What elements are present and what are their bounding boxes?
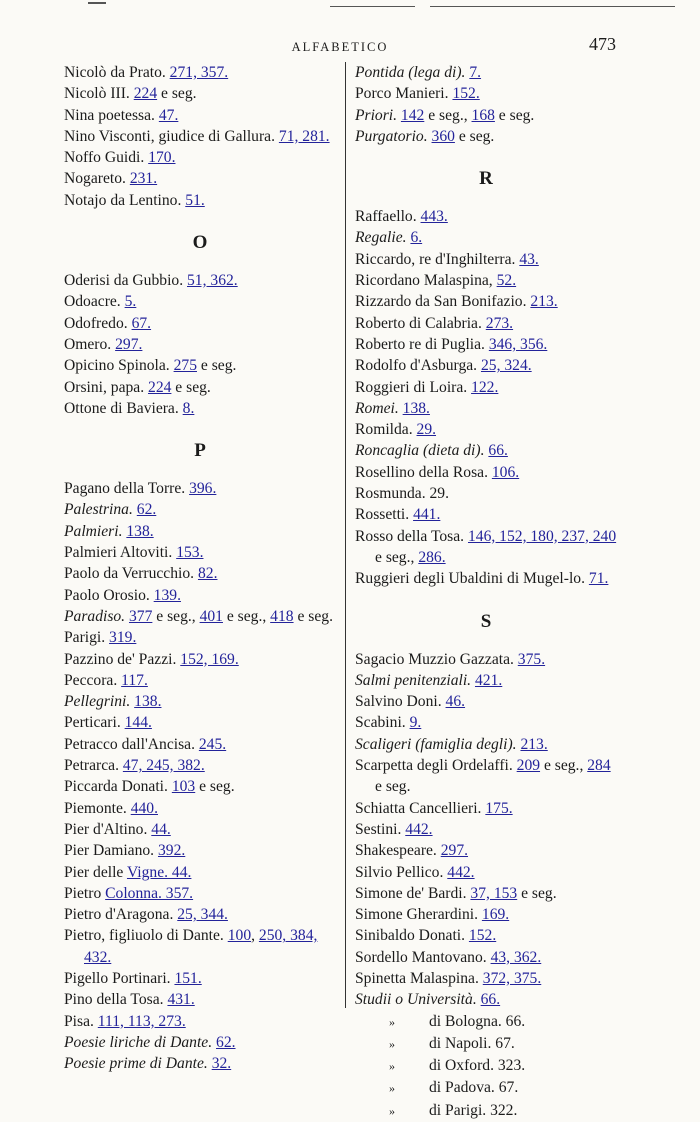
- entry-text: Palmieri.: [64, 522, 127, 540]
- index-entry: [64, 585, 336, 606]
- index-entry: [64, 521, 336, 542]
- page-reference-link[interactable]: 111, 113, 273.: [97, 1012, 186, 1030]
- ditto-mark: »: [389, 1081, 395, 1096]
- index-entry: [355, 883, 617, 904]
- entry-text: Odofredo.: [64, 314, 132, 332]
- entry-text: Rosmunda. 29.: [355, 485, 449, 503]
- entry-text: Omero.: [64, 335, 116, 353]
- page-reference-link[interactable]: 250, 384, 432.: [84, 927, 318, 966]
- index-entry: [355, 819, 617, 840]
- page-reference-link[interactable]: 322.: [490, 1101, 518, 1119]
- index-entry: [355, 504, 617, 525]
- index-entry: [64, 606, 336, 627]
- entry-text: Scarpetta degli Ordelaffi.: [355, 757, 517, 775]
- index-subentry: [355, 1033, 617, 1055]
- entry-text: Porco Manieri.: [355, 85, 453, 103]
- index-entry: [64, 126, 336, 147]
- ditto-mark: »: [389, 1014, 395, 1029]
- entry-text: Pietro, figliuolo di Dante.: [64, 927, 228, 945]
- page-reference-link[interactable]: 7.: [469, 64, 482, 81]
- index-entry: [64, 478, 336, 499]
- page-reference-link[interactable]: 52.: [496, 272, 517, 290]
- page-reference-link[interactable]: 297.: [115, 335, 143, 353]
- page-reference-link[interactable]: 25, 324.: [480, 357, 532, 375]
- entry-text: Paolo Orosio.: [64, 586, 154, 604]
- index-entry: [355, 313, 617, 334]
- entry-text: Nina poetessa.: [64, 106, 159, 124]
- page-reference-link[interactable]: 175.: [485, 799, 513, 817]
- entry-text: Nino Visconti, giudice di Gallura.: [64, 127, 279, 145]
- page-reference-link[interactable]: 224: [133, 85, 158, 103]
- entry-text: Pier Damiano.: [64, 842, 158, 860]
- index-subentry: [355, 1055, 617, 1077]
- entry-text: Petracco dall'Ancisa.: [64, 735, 199, 753]
- page-reference-link[interactable]: 224: [148, 378, 172, 396]
- index-entry: [355, 440, 617, 461]
- page-reference-link[interactable]: 138.: [126, 522, 154, 540]
- page-reference-link[interactable]: 122.: [471, 378, 499, 396]
- page-reference-link[interactable]: Vigne. 44.: [126, 863, 192, 881]
- page-reference-link[interactable]: 138.: [134, 693, 162, 711]
- page-reference-link[interactable]: 152.: [468, 927, 497, 945]
- index-column-left: [64, 62, 336, 1074]
- entry-text: e seg.,: [424, 106, 472, 124]
- entry-text: Odoacre.: [64, 293, 125, 311]
- entry-text: Notajo da Lentino.: [64, 191, 186, 209]
- page-reference-link[interactable]: 323.: [497, 1057, 526, 1075]
- index-entry: [355, 227, 617, 248]
- page-reference-link[interactable]: 71.: [588, 570, 609, 588]
- page-reference-link[interactable]: 139.: [153, 586, 181, 604]
- page-reference-link[interactable]: 418: [270, 607, 294, 625]
- entry-text: Piemonte.: [64, 799, 131, 817]
- entry-text: Scabini.: [355, 714, 410, 732]
- page-reference-link[interactable]: 47.: [158, 106, 179, 124]
- top-rule-left: [88, 2, 106, 4]
- index-entry: [64, 377, 336, 398]
- entry-text: di Oxford.: [429, 1057, 498, 1075]
- index-entry: [64, 1032, 336, 1053]
- section-letter: P: [194, 440, 206, 462]
- index-entry: [355, 734, 617, 755]
- page-reference-link[interactable]: 8.: [182, 399, 195, 417]
- index-entry: [64, 862, 336, 883]
- entry-text: Poesie prime di Dante.: [64, 1055, 212, 1073]
- section-letter: R: [479, 168, 493, 190]
- page-reference-link[interactable]: 346, 356.: [488, 335, 548, 353]
- entry-text: Pagano della Torre.: [64, 480, 190, 498]
- index-subentry: [355, 1011, 617, 1033]
- entry-text: Nicolò III.: [64, 85, 134, 103]
- page-reference-link[interactable]: 375.: [517, 650, 546, 668]
- index-entry: [355, 798, 617, 819]
- entry-text: e seg.,: [540, 757, 588, 775]
- entry-text: Palmieri Altoviti.: [64, 544, 177, 562]
- page-reference-link[interactable]: 396.: [189, 480, 217, 498]
- entry-text: Rodolfo d'Asburga.: [355, 357, 481, 375]
- page-reference-link[interactable]: 151.: [174, 969, 202, 987]
- entry-text: Pellegrini.: [64, 693, 135, 711]
- index-entry: [355, 83, 617, 104]
- index-column-right: [355, 62, 617, 1122]
- entry-text: Pontida (lega di).: [355, 64, 470, 81]
- page-reference-link[interactable]: 100: [227, 927, 252, 945]
- entry-text: Sinibaldo Donati.: [355, 927, 469, 945]
- index-entry: [64, 291, 336, 312]
- page-reference-link[interactable]: 46.: [445, 693, 466, 711]
- page-reference-link[interactable]: 284: [587, 757, 611, 775]
- index-entry: [64, 691, 336, 712]
- index-entry: [355, 649, 617, 670]
- page-reference-link[interactable]: 170.: [148, 149, 176, 167]
- index-entry: [64, 105, 336, 126]
- entry-text: Pisa.: [64, 1012, 98, 1030]
- page-reference-link[interactable]: 213.: [520, 735, 548, 753]
- page-reference-link[interactable]: 25, 344.: [177, 906, 228, 924]
- entry-text: Orsini, papa.: [64, 378, 149, 396]
- entry-text: di Napoli.: [429, 1034, 496, 1052]
- index-entry: [64, 62, 336, 83]
- page-reference-link[interactable]: 44.: [151, 820, 171, 838]
- entry-text: Oderisi da Gubbio.: [64, 272, 187, 290]
- index-entry: [355, 355, 617, 376]
- entry-text: Salmi penitenziali.: [355, 671, 475, 689]
- entry-text: Sordello Mantovano.: [355, 948, 491, 966]
- entry-text: e seg.,: [152, 607, 200, 625]
- page-reference-link[interactable]: 153.: [176, 544, 204, 562]
- entry-text: ,: [251, 927, 259, 945]
- page-reference-link[interactable]: 67.: [498, 1079, 519, 1097]
- entry-text: Pietro d'Aragona.: [64, 906, 178, 924]
- top-rule-right: [430, 6, 675, 7]
- page-reference-link[interactable]: 32.: [211, 1055, 232, 1073]
- page-reference-link[interactable]: 62.: [216, 1033, 236, 1051]
- index-subentry: [355, 1100, 617, 1122]
- page-reference-link[interactable]: 142: [400, 106, 425, 124]
- index-entry: [64, 776, 336, 797]
- page-reference-link[interactable]: 37, 153: [470, 884, 518, 902]
- entry-text: Roggieri di Loira.: [355, 378, 472, 396]
- entry-text: Pazzino de' Pazzi.: [64, 650, 181, 668]
- entry-text: Nicolò da Prato.: [64, 64, 170, 81]
- page-reference-link[interactable]: 152, 169.: [180, 650, 239, 668]
- entry-text: e seg.,: [222, 607, 271, 625]
- entry-text: Noffo Guidi.: [64, 149, 149, 167]
- entry-text: Palestrina.: [64, 501, 137, 519]
- index-entry: [64, 712, 336, 733]
- index-entry: [64, 313, 336, 334]
- entry-text: Piccarda Donati.: [64, 778, 172, 796]
- entry-text: Roberto di Calabria.: [355, 314, 486, 332]
- index-entry: [64, 1053, 336, 1074]
- page-reference-link[interactable]: 273.: [485, 314, 514, 332]
- page-reference-link[interactable]: 271, 357.: [169, 64, 229, 81]
- page-reference-link[interactable]: 29.: [416, 421, 437, 439]
- index-entry: [64, 334, 336, 355]
- index-entry: [355, 968, 617, 989]
- index-entry: [355, 462, 617, 483]
- page-reference-link[interactable]: 9.: [409, 714, 422, 732]
- entry-text: Pietro: [64, 884, 106, 902]
- entry-text: Scaligeri (famiglia degli).: [355, 735, 521, 753]
- entry-text: Priori.: [355, 106, 401, 124]
- entry-text: Shakespeare.: [355, 842, 441, 860]
- entry-text: Silvio Pellico.: [355, 863, 448, 881]
- entry-text: e seg.: [195, 778, 235, 796]
- entry-text: Sagacio Muzzio Gazzata.: [355, 650, 518, 668]
- entry-text: e seg.: [517, 884, 557, 902]
- page-reference-link[interactable]: 43, 362.: [490, 948, 542, 966]
- page-reference-link[interactable]: 245.: [198, 735, 227, 753]
- entry-text: Ricordano Malaspina,: [355, 272, 497, 290]
- entry-text: Rosellino della Rosa.: [355, 463, 492, 481]
- ditto-mark: »: [389, 1103, 395, 1118]
- page-reference-link[interactable]: 152.: [452, 85, 480, 103]
- page-reference-link[interactable]: 392.: [157, 842, 186, 860]
- index-entry: [355, 419, 617, 440]
- entry-text: di Padova.: [429, 1079, 499, 1097]
- index-entry: [355, 270, 617, 291]
- entry-text: Raffaello.: [355, 208, 421, 226]
- entry-text: Simone Gherardini.: [355, 906, 482, 924]
- entry-text: Romei.: [355, 399, 403, 417]
- index-entry: [355, 62, 617, 83]
- entry-text: Sestini.: [355, 820, 406, 838]
- index-entry: [355, 712, 617, 733]
- entry-text: Simone de' Bardi.: [355, 884, 471, 902]
- entry-text: di Bologna.: [429, 1012, 506, 1030]
- index-entry: [64, 819, 336, 840]
- index-entry: [355, 989, 617, 1010]
- entry-text: e seg.: [171, 378, 211, 396]
- entry-text: e seg.: [494, 106, 535, 124]
- page-reference-link[interactable]: 51, 362.: [187, 272, 238, 290]
- index-entry: [355, 947, 617, 968]
- entry-text: e seg.,: [375, 548, 419, 566]
- page-reference-link[interactable]: 47, 245, 382.: [122, 757, 205, 775]
- section-letter: O: [192, 232, 208, 254]
- entry-text: Opicino Spinola.: [64, 357, 174, 375]
- entry-text: Salvino Doni.: [355, 693, 446, 711]
- page-reference-link[interactable]: 67.: [495, 1034, 515, 1052]
- page-reference-link[interactable]: 319.: [109, 629, 137, 647]
- page-reference-link[interactable]: 62.: [136, 501, 157, 519]
- index-entry: [355, 291, 617, 312]
- entry-text: Parigi.: [64, 629, 110, 647]
- page-reference-link[interactable]: 443.: [420, 208, 448, 226]
- page-reference-link[interactable]: 66.: [505, 1012, 526, 1030]
- entry-text: di Parigi.: [429, 1101, 491, 1119]
- entry-text: Poesie liriche di Dante.: [64, 1033, 217, 1051]
- page-reference-link[interactable]: 286.: [418, 548, 446, 566]
- page-reference-link[interactable]: 213.: [530, 293, 558, 311]
- page-reference-link[interactable]: 360: [431, 127, 455, 145]
- entry-text: Ruggieri degli Ubaldini di Mugel-lo.: [355, 570, 589, 588]
- top-rule-middle: [330, 6, 415, 7]
- entry-text: e seg.: [375, 778, 411, 796]
- index-entry: [64, 355, 336, 376]
- index-entry: [64, 670, 336, 691]
- index-entry: [64, 734, 336, 755]
- page-reference-link[interactable]: 377: [128, 607, 153, 625]
- page-reference-link[interactable]: 169.: [481, 906, 510, 924]
- page-reference-link[interactable]: 168: [471, 106, 495, 124]
- page-reference-link[interactable]: 71, 281.: [278, 127, 330, 145]
- index-entry: [355, 105, 617, 126]
- page-number: 473: [589, 34, 616, 54]
- page-reference-link[interactable]: 67.: [131, 314, 152, 332]
- index-entry: [64, 168, 336, 189]
- index-entry: [64, 83, 336, 104]
- index-entry: [355, 862, 617, 883]
- page-reference-link[interactable]: 106.: [491, 463, 520, 481]
- entry-text: Schiatta Cancellieri.: [355, 799, 486, 817]
- page-reference-link[interactable]: 51.: [185, 191, 205, 209]
- index-entry: [64, 398, 336, 419]
- entry-text: Rizzardo da San Bonifazio.: [355, 293, 531, 311]
- page-reference-link[interactable]: 144.: [124, 714, 152, 732]
- index-entry: [355, 334, 617, 355]
- page-reference-link[interactable]: 209: [516, 757, 541, 775]
- index-entry: [355, 568, 617, 589]
- entry-text: Peccora.: [64, 671, 122, 689]
- index-entry: [64, 755, 336, 776]
- index-entry: [64, 925, 336, 968]
- entry-text: e seg.: [196, 357, 237, 375]
- page-reference-link[interactable]: 442.: [405, 820, 433, 838]
- index-entry: [355, 249, 617, 270]
- page-reference-link[interactable]: Colonna. 357.: [105, 884, 194, 902]
- index-entry: [64, 798, 336, 819]
- page-reference-link[interactable]: 82.: [197, 565, 218, 583]
- entry-text: Paradiso.: [64, 607, 129, 625]
- entry-text: e seg.: [157, 85, 197, 103]
- page-reference-link[interactable]: 6.: [410, 229, 423, 247]
- entry-text: Rosso della Tosa.: [355, 527, 468, 545]
- page-reference-link[interactable]: 66.: [488, 442, 508, 460]
- entry-text: Perticari.: [64, 714, 125, 732]
- index-entry: [355, 398, 617, 419]
- entry-text: Rossetti.: [355, 506, 414, 524]
- index-entry: [355, 904, 617, 925]
- entry-text: Regalie.: [355, 229, 411, 247]
- page-reference-link[interactable]: 372, 375.: [482, 969, 542, 987]
- index-entry: [64, 1011, 336, 1032]
- index-entry: [64, 563, 336, 584]
- page-reference-link[interactable]: 43.: [519, 250, 539, 268]
- page-reference-link[interactable]: 441.: [413, 506, 441, 524]
- page-reference-link[interactable]: 146, 152, 180, 237, 240: [467, 527, 617, 545]
- index-entry: [64, 968, 336, 989]
- entry-text: Romilda.: [355, 421, 417, 439]
- index-entry: [64, 883, 336, 904]
- index-entry: [355, 691, 617, 712]
- entry-text: Pigello Portinari.: [64, 969, 175, 987]
- index-entry: [64, 190, 336, 211]
- index-entry: [355, 377, 617, 398]
- page-reference-link[interactable]: 440.: [130, 799, 158, 817]
- entry-text: Studii o Università.: [355, 991, 481, 1009]
- index-subentry: [355, 1077, 617, 1099]
- entry-text: e seg.: [293, 607, 333, 625]
- entry-text: Paolo da Verrucchio.: [64, 565, 198, 583]
- page-reference-link[interactable]: 401: [199, 607, 223, 625]
- entry-text: Nogareto.: [64, 170, 130, 188]
- index-entry: [64, 147, 336, 168]
- index-entry: [64, 499, 336, 520]
- index-entry: [355, 755, 617, 798]
- index-entry: [64, 649, 336, 670]
- page-reference-link[interactable]: 138.: [402, 399, 430, 417]
- section-letter: S: [480, 610, 492, 632]
- entry-text: e seg.: [454, 127, 495, 145]
- ditto-mark: »: [389, 1036, 395, 1051]
- entry-text: Petrarca.: [64, 757, 123, 775]
- page-reference-link[interactable]: 421.: [474, 671, 503, 689]
- index-entry: [355, 670, 617, 691]
- entry-text: Spinetta Malaspina.: [355, 969, 483, 987]
- entry-text: Ottone di Baviera.: [64, 399, 183, 417]
- index-entry: [355, 126, 617, 147]
- entry-text: Roncaglia (dieta di).: [355, 442, 489, 460]
- index-entry: [355, 925, 617, 946]
- index-entry: [64, 542, 336, 563]
- index-entry: [355, 840, 617, 861]
- index-entry: [355, 483, 617, 504]
- index-entry: [64, 840, 336, 861]
- page-reference-link[interactable]: 431.: [167, 991, 195, 1009]
- entry-text: Pier d'Altino.: [64, 820, 152, 838]
- index-entry: [355, 526, 617, 569]
- entry-text: Purgatorio.: [355, 127, 432, 145]
- entry-text: Pier delle: [64, 863, 127, 881]
- index-entry: [355, 206, 617, 227]
- index-entry: [64, 627, 336, 648]
- page-reference-link[interactable]: 103: [171, 778, 196, 796]
- entry-text: Pino della Tosa.: [64, 991, 168, 1009]
- page-reference-link[interactable]: 117.: [121, 671, 148, 689]
- page-reference-link[interactable]: 275: [173, 357, 197, 375]
- page-reference-link[interactable]: 442.: [447, 863, 475, 881]
- page-reference-link[interactable]: 66.: [480, 991, 501, 1009]
- index-entry: [64, 270, 336, 291]
- column-divider: [345, 62, 346, 1008]
- entry-text: Riccardo, re d'Inghilterra.: [355, 250, 520, 268]
- ditto-mark: »: [389, 1059, 395, 1074]
- running-header: ALFABETICO: [291, 40, 389, 54]
- page-reference-link[interactable]: 231.: [129, 170, 158, 188]
- page-reference-link[interactable]: 5.: [124, 293, 137, 311]
- entry-text: Roberto re di Puglia.: [355, 335, 489, 353]
- page-reference-link[interactable]: 297.: [440, 842, 469, 860]
- index-entry: [64, 989, 336, 1010]
- index-entry: [64, 904, 336, 925]
